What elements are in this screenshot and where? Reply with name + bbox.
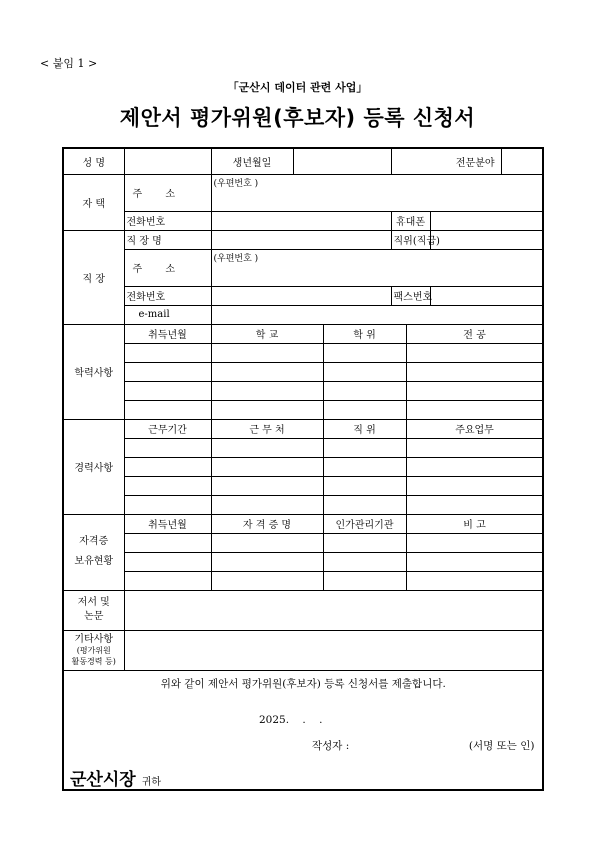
education-header-major: 전 공 [406, 324, 543, 343]
license-label-line1: 자격증 [79, 536, 109, 547]
books-field[interactable] [124, 590, 543, 630]
license-header-date: 취득년월 [124, 514, 211, 533]
etc-label-line3: 활동경력 등) [71, 656, 116, 666]
license-row[interactable] [63, 552, 543, 571]
submission-date: 2025. . . [259, 713, 323, 726]
license-label [63, 514, 124, 590]
license-row[interactable] [63, 533, 543, 552]
submission-statement: 위와 같이 제안서 평가위원(후보자) 등록 신청서를 제출합니다. [160, 677, 446, 690]
career-row[interactable] [63, 438, 543, 457]
attachment-label: < 붙임 1 > [40, 57, 98, 70]
work-address-label: 주 소 [124, 249, 211, 286]
education-header-date: 취득년월 [124, 324, 211, 343]
specialty-label: 전문분야 [391, 148, 501, 174]
workplace-field[interactable] [211, 230, 391, 249]
career-label: 경력사항 [63, 419, 124, 514]
email-label: e-mail [124, 305, 211, 324]
name-label: 성 명 [63, 148, 124, 174]
author-label: 작성자 : [312, 739, 350, 752]
education-row[interactable] [63, 362, 543, 381]
home-address-field[interactable]: (우편번호 ) [211, 174, 543, 211]
career-row[interactable] [63, 457, 543, 476]
birth-field[interactable] [293, 148, 391, 174]
registration-form-table [62, 147, 544, 791]
home-phone-label: 전화번호 [124, 211, 211, 230]
education-row[interactable] [63, 381, 543, 400]
work-address-field[interactable]: (우편번호 ) [211, 249, 543, 286]
education-header-degree: 학 위 [323, 324, 406, 343]
education-header-school: 학 교 [211, 324, 323, 343]
work-label: 직 장 [63, 230, 124, 324]
home-address-label: 주 소 [124, 174, 211, 211]
career-header-duties: 주요업무 [406, 419, 543, 438]
books-label-line2: 논문 [84, 611, 104, 622]
books-label [63, 590, 124, 630]
etc-label-line2: (평가위원 [76, 645, 111, 655]
fax-label: 팩스번호 [391, 286, 430, 305]
submission-block [63, 670, 543, 790]
license-label-line2: 보유현황 [74, 556, 114, 567]
education-row[interactable] [63, 343, 543, 362]
recipient [70, 765, 161, 790]
name-field[interactable] [124, 148, 211, 174]
birth-label: 생년월일 [211, 148, 293, 174]
education-row[interactable] [63, 400, 543, 419]
form-subtitle: 「군산시 데이터 관련 사업」 [227, 81, 368, 94]
license-header-name: 자 격 증 명 [211, 514, 323, 533]
career-header-employer: 근 무 처 [211, 419, 323, 438]
license-header-authority: 인가관리기관 [323, 514, 406, 533]
mobile-label: 휴대폰 [391, 211, 430, 230]
signature-label: (서명 또는 인) [468, 739, 535, 752]
etc-field[interactable] [124, 630, 543, 670]
work-phone-label: 전화번호 [124, 286, 211, 305]
license-header-remarks: 비 고 [406, 514, 543, 533]
career-header-position: 직 위 [323, 419, 406, 438]
career-header-period: 근무기간 [124, 419, 211, 438]
home-phone-field[interactable] [211, 211, 391, 230]
home-label: 자 택 [63, 174, 124, 230]
etc-label-line1: 기타사항 [74, 633, 114, 645]
position-field[interactable] [430, 230, 543, 249]
career-row[interactable] [63, 495, 543, 514]
fax-field[interactable] [430, 286, 543, 305]
license-row[interactable] [63, 571, 543, 590]
specialty-field[interactable] [501, 148, 543, 174]
etc-label [63, 630, 124, 670]
mobile-field[interactable] [430, 211, 543, 230]
education-label: 학력사항 [63, 324, 124, 419]
email-field[interactable] [211, 305, 543, 324]
work-phone-field[interactable] [211, 286, 391, 305]
books-label-line1: 저서 및 [77, 597, 110, 608]
mayor-title: 군산시장 [70, 769, 136, 790]
career-row[interactable] [63, 476, 543, 495]
form-title: 제안서 평가위원(후보자) 등록 신청서 [119, 106, 476, 130]
workplace-label: 직 장 명 [124, 230, 211, 249]
mayor-suffix: 귀하 [141, 776, 162, 788]
position-label: 직위(직급) [391, 230, 430, 249]
